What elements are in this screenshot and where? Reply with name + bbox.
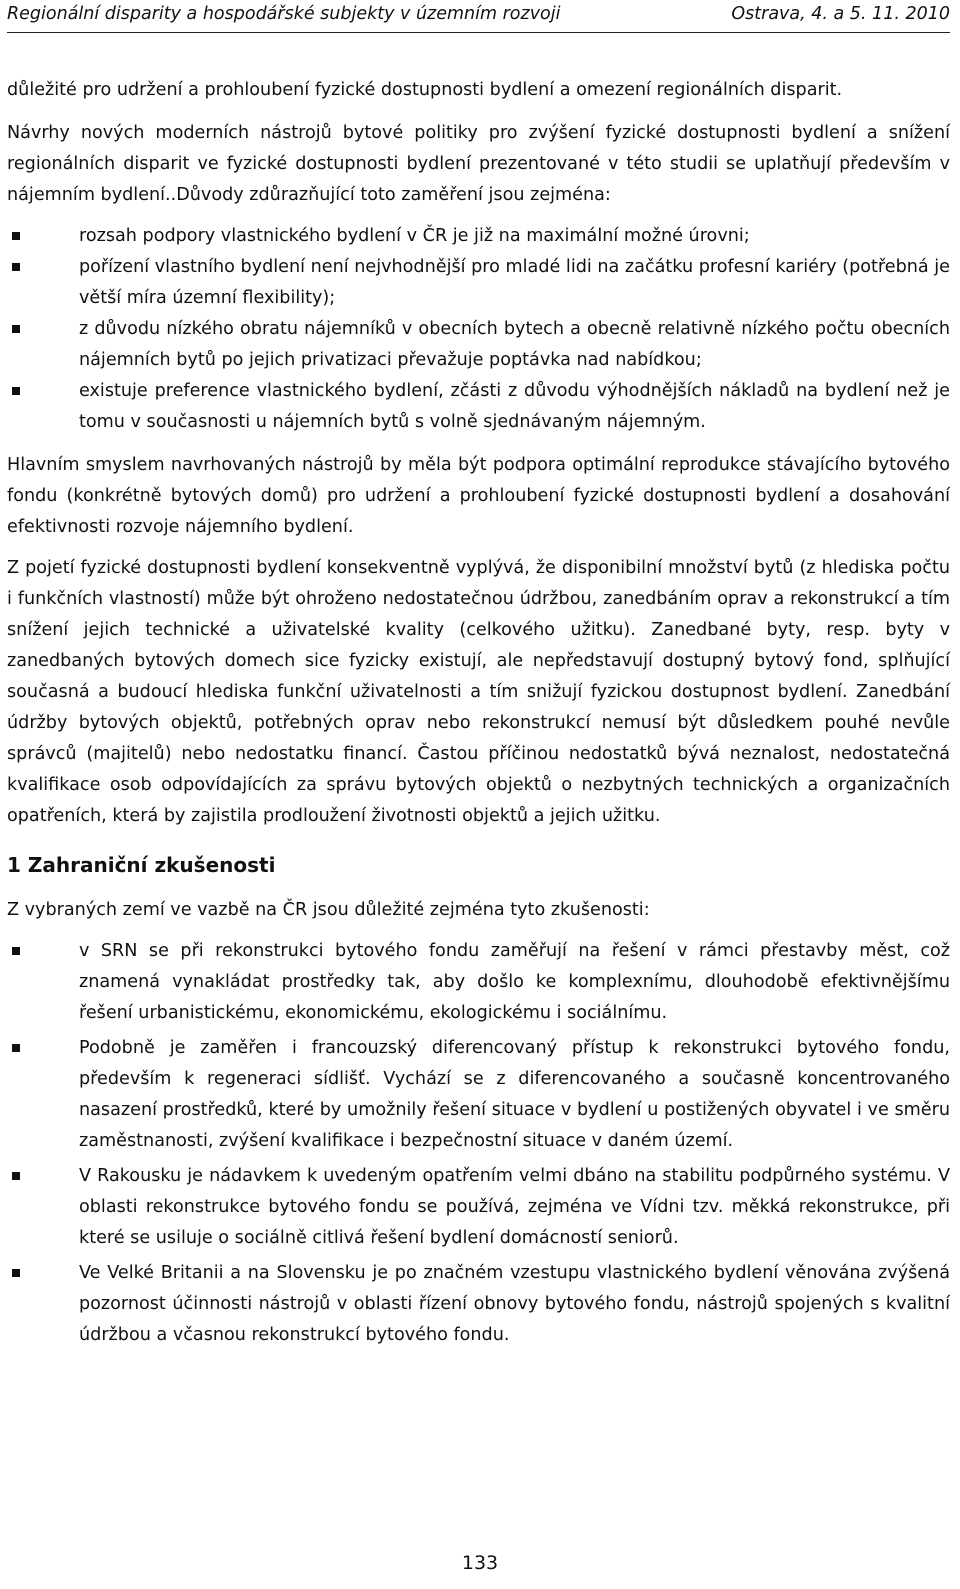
- square-bullet-icon: [12, 325, 20, 333]
- header-place-date: Ostrava, 4. a 5. 11. 2010: [731, 4, 950, 24]
- list-item: [7, 252, 950, 314]
- list-item: [7, 314, 950, 376]
- list-item-text: v SRN se při rekonstrukci bytového fondu zaměřují na řešení v rámci přestavby měst, což znamená vynakládat prostředky tak, aby došlo ke komplexnímu, dlouhodobě efektivnějšímu řešení urbanistickému, ekonomickému, ekologickému i sociálnímu.: [79, 941, 950, 1023]
- paragraph-continuation: důležité pro udržení a prohloubení fyzické dostupnosti bydlení a omezení regionálních disparit.: [7, 80, 843, 100]
- experience-list: [7, 936, 950, 1351]
- list-item: [7, 221, 950, 252]
- paragraph-physical-availability: Z pojetí fyzické dostupnosti bydlení konsekventně vyplývá, že disponibilní množství bytů (z hlediska počtu i funkčních vlastností) může být ohroženo nedostatečnou údržbou, zanedbáním oprav a rekonstrukcí a tím snížení jejich technické a uživatelské kvality (celkového užitku). Zanedbané byty, resp. byty v zanedbaných bytových domech sice fyzicky existují, ale nepředstavují dostupný bytový fond, splňující současná a budoucí hlediska funkční uživatelnosti a tím snižují fyzickou dostupnost bydlení. Zanedbání údržby bytových objektů, potřebných oprav nebo rekonstrukcí nemusí být důsledkem pouhé nevůle správců (majitelů) nebo nedostatku financí. Častou příčinou nedostatků bývá neznalost, nedostatečná kvalifikace osob odpovídajících za správu bytových objektů o nezbytných technických a organizačních opatřeních, která by zajistila prodloužení životnosti objektů a jejich užitku.: [7, 558, 950, 826]
- paragraph-intro: Návrhy nových moderních nástrojů bytové politiky pro zvýšení fyzické dostupnosti bydlení a snížení regionálních disparit ve fyzické dostupnosti bydlení prezentované v této studii se uplatňují především v nájemním bydlení..Důvody zdůrazňující toto zaměření jsou zejména:: [7, 123, 950, 205]
- running-header: [7, 2, 950, 33]
- list-item: [7, 1161, 950, 1254]
- square-bullet-icon: [12, 947, 20, 955]
- square-bullet-icon: [12, 387, 20, 395]
- list-item-text: rozsah podpory vlastnického bydlení v ČR je již na maximální možné úrovni;: [79, 226, 750, 246]
- list-item: [7, 1258, 950, 1351]
- list-item: [7, 376, 950, 438]
- list-item: [7, 1033, 950, 1157]
- square-bullet-icon: [12, 1172, 20, 1180]
- square-bullet-icon: [12, 263, 20, 271]
- section-heading: 1 Zahraniční zkušenosti: [7, 853, 276, 877]
- page-number: 133: [461, 1552, 499, 1574]
- list-item: [7, 936, 950, 1029]
- list-item-text: existuje preference vlastnického bydlení, zčásti z důvodu výhodnějších nákladů na bydlení než je tomu v současnosti u nájemních bytů s volně sjednávaným nájemným.: [79, 381, 950, 432]
- paragraph-purpose: Hlavním smyslem navrhovaných nástrojů by měla být podpora optimální reprodukce stávajícího bytového fondu (konkrétně bytových domů) pro udržení a prohloubení fyzické dostupnosti bydlení a dosahování efektivnosti rozvoje nájemního bydlení.: [7, 455, 950, 537]
- list-item-text: Ve Velké Britanii a na Slovensku je po značném vzestupu vlastnického bydlení věnována zvýšená pozornost účinnosti nástrojů v oblasti řízení obnovy bytového fondu, nástrojů spojených s kvalitní údržbou a včasnou rekonstrukcí bytového fondu.: [79, 1263, 950, 1345]
- square-bullet-icon: [12, 1044, 20, 1052]
- list-item-text: V Rakousku je nádavkem k uvedeným opatřením velmi dbáno na stabilitu podpůrného systému. V oblasti rekonstrukce bytového fondu se používá, zejména ve Vídni tzv. měkká rekonstrukce, při které se usiluje o sociálně citlivá řešení bydlení domácností seniorů.: [79, 1166, 950, 1248]
- list-item-text: pořízení vlastního bydlení není nejvhodnější pro mladé lidi na začátku profesní kariéry (potřebná je větší míra územní flexibility);: [79, 257, 950, 308]
- square-bullet-icon: [12, 232, 20, 240]
- page-body: [7, 75, 950, 1363]
- header-conference-title: Regionální disparity a hospodářské subjekty v územním rozvoji: [7, 4, 561, 24]
- list-item-text: Podobně je zaměřen i francouzský diferencovaný přístup k rekonstrukci bytového fondu, především k regeneraci sídlišť. Vychází se z diferencovaného a současně koncentrovaného nasazení prostředků, které by umožnily řešení situace v bydlení u postižených obyvatel i ve směru zaměstnanosti, zvýšení kvalifikace i bezpečnostní situace v daném území.: [79, 1038, 950, 1151]
- square-bullet-icon: [12, 1269, 20, 1277]
- reasons-list: [7, 221, 950, 438]
- list-item-text: z důvodu nízkého obratu nájemníků v obecních bytech a obecně relativně nízkého počtu obecních nájemních bytů po jejich privatizaci převažuje poptávka nad nabídkou;: [79, 319, 950, 370]
- paragraph-experience-intro: Z vybraných zemí ve vazbě na ČR jsou důležité zejména tyto zkušenosti:: [7, 900, 650, 920]
